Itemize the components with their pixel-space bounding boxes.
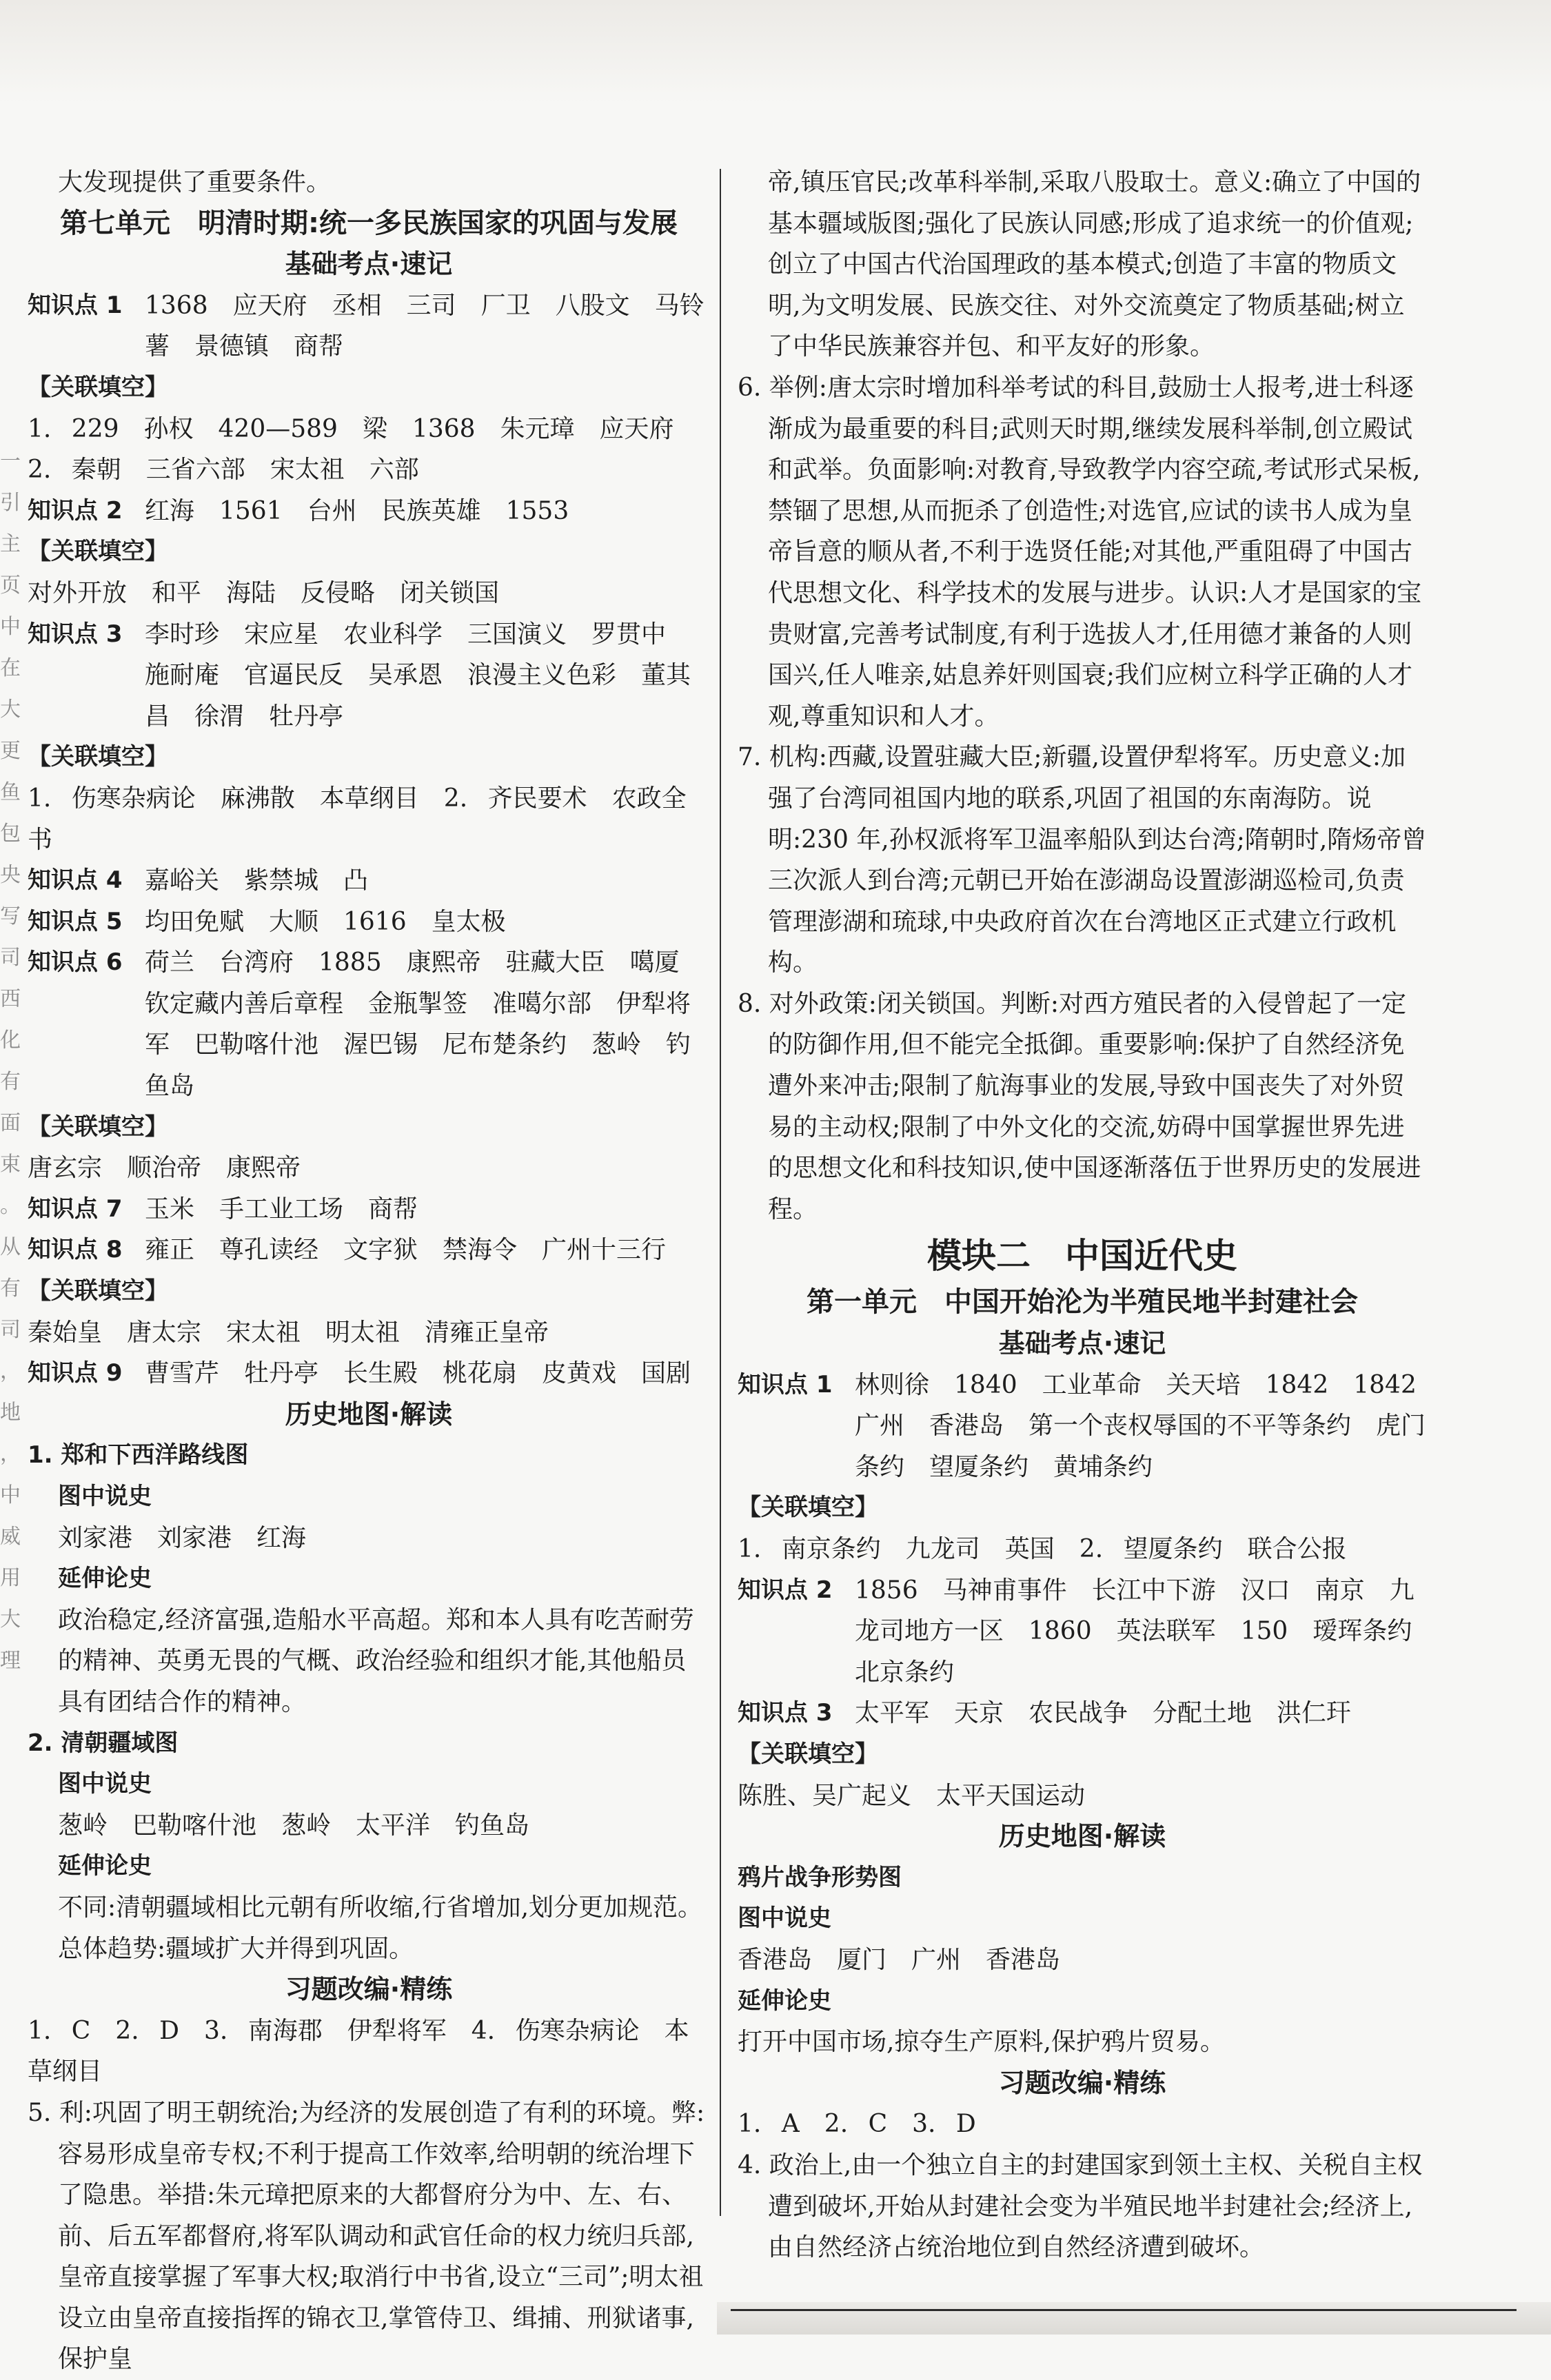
edge-glyph: 地 bbox=[0, 1401, 21, 1425]
exercise-answer-4: 4. 政治上,由一个独立自主的封建国家到领土主权、关税自主权遭到破坏,开始从封建社会变为半殖民地半封建社会;经济上,由自然经济占统治地位到自然经济遭到破坏。 bbox=[738, 2150, 1423, 2262]
map-subheading: 图中说史 bbox=[738, 1904, 831, 1933]
edge-glyph: 面 bbox=[0, 1111, 21, 1135]
bottom-rule bbox=[731, 2309, 1517, 2311]
edge-glyph: 西 bbox=[0, 987, 21, 1011]
edge-glyph: 司 bbox=[0, 1318, 21, 1342]
module-title: 模块二 中国近代史 bbox=[927, 1236, 1237, 1277]
link-fill-label: 【关联填空】 bbox=[28, 538, 168, 566]
map-title: 1. 郑和下西洋路线图 bbox=[28, 1441, 249, 1469]
link-fill-label: 【关联填空】 bbox=[28, 373, 168, 401]
link-fill-label: 【关联填空】 bbox=[738, 1494, 878, 1522]
map-answer: 不同:清朝疆域相比元朝有所收缩,行省增加,划分更加规范。 bbox=[58, 1893, 703, 1922]
scan-bottom-shadow bbox=[717, 2302, 1551, 2335]
knowledge-point-4: 知识点 4 嘉峪关 紫禁城 凸 bbox=[28, 866, 369, 895]
edge-glyph: 写 bbox=[0, 904, 21, 928]
edge-glyph: 页 bbox=[0, 573, 21, 598]
right-column bbox=[738, 162, 1441, 2268]
edge-glyph: ， bbox=[0, 1442, 21, 1466]
edge-glyph: 有 bbox=[0, 1277, 21, 1301]
map-subheading: 图中说史 bbox=[58, 1770, 152, 1798]
edge-glyph: 引 bbox=[0, 491, 21, 515]
left-column bbox=[28, 162, 710, 2380]
knowledge-point-6: 知识点 6 荷兰 台湾府 1885 康熙帝 驻藏大臣 噶厦 钦定藏内善后章程 金瓶掣签 准噶尔部 伊犁将军 巴勒喀什池 渥巴锡 尼布楚条约 葱岭 钓鱼岛 bbox=[28, 948, 704, 1101]
link-fill-label: 【关联填空】 bbox=[28, 1112, 168, 1141]
intro-text: 大发现提供了重要条件。 bbox=[58, 168, 332, 196]
exercise-answers: 1. C 2. D 3. 南海郡 伊犁将军 4. 伤寒杂病论 本草纲目 bbox=[28, 2016, 689, 2086]
fill-line: 1. 伤寒杂病论 麻沸散 本草纲目 2. 齐民要术 农政全书 bbox=[28, 784, 687, 854]
fill-line: 对外开放 和平 海陆 反侵略 闭关锁国 bbox=[28, 578, 500, 607]
answer-8: 8. 对外政策:闭关锁国。判断:对西方殖民者的入侵曾起了一定的防御作用,但不能完全抵御。重要影响:保护了自然经济免遭外来冲击;限制了航海事业的发展,导致中国丧失了对外贸易的主动权;限制了中外文化的交流,妨碍中国掌握世界先进的思想文化和科技知识,使中国逐渐落伍于世界历史的发展进程。 bbox=[738, 989, 1421, 1223]
adjacent-page-edge-text bbox=[0, 441, 21, 1682]
map-section-title: 历史地图·解读 bbox=[998, 1821, 1166, 1852]
link-fill-label: 【关联填空】 bbox=[738, 1740, 878, 1768]
fill-line: 1. 南京条约 九龙司 英国 2. 望厦条约 联合公报 bbox=[738, 1535, 1347, 1563]
map-subheading: 图中说史 bbox=[58, 1483, 152, 1510]
edge-glyph: 中 bbox=[0, 1483, 21, 1507]
basics-title: 基础考点·速记 bbox=[998, 1328, 1166, 1359]
map-subheading: 延伸论史 bbox=[58, 1565, 152, 1593]
knowledge-point-7: 知识点 7 玉米 手工业工场 商帮 bbox=[28, 1194, 418, 1223]
fill-line: 1. 229 孙权 420—589 梁 1368 朱元璋 应天府 bbox=[28, 414, 674, 443]
map-answer: 打开中国市场,掠夺生产原料,保护鸦片贸易。 bbox=[738, 2028, 1225, 2057]
edge-glyph: 理 bbox=[0, 1649, 21, 1673]
link-fill-label: 【关联填空】 bbox=[28, 743, 168, 771]
knowledge-point-2: 知识点 2 红海 1561 台州 民族英雄 1553 bbox=[28, 496, 569, 525]
link-fill-label: 【关联填空】 bbox=[28, 1277, 168, 1305]
fill-line: 唐玄宗 顺治帝 康熙帝 bbox=[28, 1154, 301, 1183]
knowledge-point-8: 知识点 8 雍正 尊孔读经 文字狱 禁海令 广州十三行 bbox=[28, 1236, 667, 1265]
knowledge-point-1: 知识点 1 林则徐 1840 工业革命 关天培 1842 1842 广州 香港岛 第一个丧权辱国的不平等条约 虎门条约 望厦条约 黄埔条约 bbox=[738, 1370, 1441, 1481]
knowledge-point-3: 知识点 3 李时珍 宋应星 农业科学 三国演义 罗贯中 施耐庵 官逼民反 吴承恩 浪漫主义色彩 董其昌 徐渭 牡丹亭 bbox=[28, 620, 691, 731]
answer-6: 6. 举例:唐太宗时增加科举考试的科目,鼓励士人报考,进士科逐渐成为最重要的科目;武则天时期,继续发展科举制,创立殿试和武举。负面影响:对教育,导致教学内容空疏,考试形式呆板,禁锢了思想,从而扼杀了创造性;对选官,应试的读书人成为皇帝旨意的顺从者,不利于选贤任能;对其他,严重阻碍了中国古代思想文化、科学技术的发展与进步。认识:人才是国家的宝贵财富,完善考试制度,有利于选拔人才,任用德才兼备的人则国兴,任人唯亲,姑息养奸则国衰;我们应树立科学正确的人才观,尊重知识和人才。 bbox=[738, 373, 1422, 731]
exercise-section-title: 习题改编·精练 bbox=[285, 1974, 453, 2005]
edge-glyph: 鱼 bbox=[0, 780, 21, 804]
fill-line: 陈胜、吴广起义 太平天国运动 bbox=[738, 1781, 1086, 1810]
basics-title: 基础考点·速记 bbox=[285, 249, 453, 280]
edge-glyph: 。 bbox=[0, 1194, 21, 1218]
edge-glyph: 主 bbox=[0, 532, 21, 556]
edge-glyph: 有 bbox=[0, 1070, 21, 1094]
map-answer: 总体趋势:疆域扩大并得到巩固。 bbox=[58, 1934, 414, 1963]
scan-top-shadow bbox=[0, 0, 1551, 103]
fill-line: 秦始皇 唐太宗 宋太祖 明太祖 清雍正皇帝 bbox=[28, 1318, 549, 1347]
edge-glyph: 司 bbox=[0, 946, 21, 970]
edge-glyph: 化 bbox=[0, 1028, 21, 1052]
edge-glyph: 包 bbox=[0, 822, 21, 846]
column-divider bbox=[720, 169, 721, 2216]
map-section-title: 历史地图·解读 bbox=[285, 1398, 453, 1430]
unit-title: 第一单元 中国开始沦为半殖民地半封建社会 bbox=[807, 1286, 1358, 1319]
map-answer: 政治稳定,经济富强,造船水平高超。郑和本人具有吃苦耐劳的精神、英勇无畏的气概、政治经验和组织才能,其他船员具有团结合作的精神。 bbox=[58, 1605, 694, 1716]
knowledge-point-2: 知识点 2 1856 马神甫事件 长江中下游 汉口 南京 九龙司地方一区 1860 英法联军 150 瑷珲条约 北京条约 bbox=[738, 1576, 1437, 1687]
map-answer: 香港岛 厦门 广州 香港岛 bbox=[738, 1945, 1061, 1974]
knowledge-point-9: 知识点 9 曹雪芹 牡丹亭 长生殿 桃花扇 皮黄戏 国剧 bbox=[28, 1359, 691, 1388]
edge-glyph: 从 bbox=[0, 1235, 21, 1259]
edge-glyph: 用 bbox=[0, 1566, 21, 1590]
exercise-section-title: 习题改编·精练 bbox=[998, 2067, 1166, 2098]
edge-glyph: 更 bbox=[0, 739, 21, 763]
answer-7: 7. 机构:西藏,设置驻藏大臣;新疆,设置伊犁将军。历史意义:加强了台湾同祖国内地的联系,巩固了祖国的东南海防。说明:230 年,孙权派将军卫温率船队到达台湾;隋朝时,隋炀帝曾三次派人到台湾;元朝已开始在澎湖岛设置澎湖巡检司,负责管理澎湖和琉球,中央政府首次在台湾地区正式建立行政机构。 bbox=[738, 743, 1427, 977]
edge-glyph: 束 bbox=[0, 1152, 21, 1177]
map-title: 鸦片战争形势图 bbox=[738, 1863, 902, 1891]
edge-glyph: 在 bbox=[0, 656, 21, 680]
map-subheading: 延伸论史 bbox=[738, 1986, 831, 2015]
edge-glyph: 一 bbox=[0, 449, 21, 474]
knowledge-point-5: 知识点 5 均田免赋 大顺 1616 皇太极 bbox=[28, 907, 506, 936]
edge-glyph: 大 bbox=[0, 1607, 21, 1631]
exercise-answer-5: 5. 利:巩固了明王朝统治;为经济的发展创造了有利的环境。弊:容易形成皇帝专权;不利于提高工作效率,给明朝的统治埋下了隐患。举措:朱元璋把原来的大都督府分为中、左、右、前、后五军都督府,将军队调动和武官任命的权力统归兵部,皇帝直接掌握了军事大权;取消行中书省,设立“三司”;明太祖设立由皇帝直接指挥的锦衣卫,掌管侍卫、缉捕、刑狱诸事,保护皇 bbox=[28, 2098, 705, 2374]
fill-line: 2. 秦朝 三省六部 宋太祖 六部 bbox=[28, 456, 419, 485]
edge-glyph: 央 bbox=[0, 863, 21, 887]
map-answer: 葱岭 巴勒喀什池 葱岭 太平洋 钓鱼岛 bbox=[58, 1811, 530, 1840]
edge-glyph: ， bbox=[0, 1359, 21, 1383]
map-title: 2. 清朝疆域图 bbox=[28, 1729, 179, 1757]
exercise-answers: 1. A 2. C 3. D bbox=[738, 2110, 976, 2139]
edge-glyph: 威 bbox=[0, 1525, 21, 1549]
answer-continued: 帝,镇压官民;改革科举制,采取八股取士。意义:确立了中国的基本疆域版图;强化了民族认同感;形成了追求统一的价值观;创立了中国古代治国理政的基本模式;创造了丰富的物质文明,为文明发展、民族交往、对外交流奠定了物质基础;树立了中华民族兼容并包、和平友好的形象。 bbox=[768, 168, 1421, 361]
edge-glyph: 中 bbox=[0, 615, 21, 639]
edge-glyph: 大 bbox=[0, 698, 21, 722]
knowledge-point-3: 知识点 3 太平军 天京 农民战争 分配土地 洪仁玕 bbox=[738, 1699, 1352, 1728]
map-answer: 刘家港 刘家港 红海 bbox=[58, 1523, 307, 1552]
map-subheading: 延伸论史 bbox=[58, 1852, 152, 1880]
knowledge-point-1: 知识点 1 1368 应天府 丞相 三司 厂卫 八股文 马铃薯 景德镇 商帮 bbox=[28, 291, 704, 361]
unit-title: 第七单元 明清时期:统一多民族国家的巩固与发展 bbox=[60, 207, 678, 239]
